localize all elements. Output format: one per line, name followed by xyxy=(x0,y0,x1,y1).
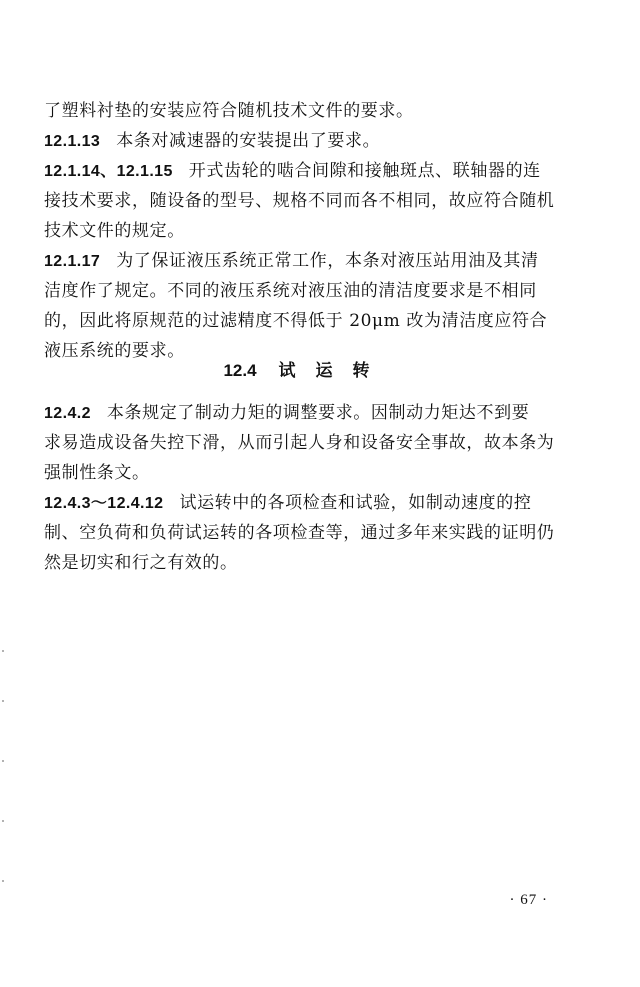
text-line xyxy=(44,276,537,306)
clause-number: 12.4.3～12.4.12 xyxy=(44,495,164,512)
text-line xyxy=(44,458,150,488)
line-text: 开式齿轮的啮合间隙和接触斑点、联轴器的连 xyxy=(188,161,541,181)
section-number: 12.4 xyxy=(223,361,257,380)
line-text: 然是切实和行之有效的。 xyxy=(44,553,238,573)
line-text: 求易造成设备失控下滑，从而引起人身和设备安全事故，故本条为 xyxy=(44,433,555,453)
clause-line xyxy=(44,488,531,518)
clause-line xyxy=(44,246,539,276)
text-line xyxy=(44,306,547,336)
text-line xyxy=(44,216,185,246)
line-text: 液压系统的要求。 xyxy=(44,341,185,361)
clause-number: 12.1.13 xyxy=(44,133,101,150)
line-text: 为了保证液压系统正常工作，本条对液压站用油及其清 xyxy=(116,251,539,271)
line-text: 洁度作了规定。不同的液压系统对液压油的清洁度要求是不相同 xyxy=(44,281,537,301)
line-text: 强制性条文。 xyxy=(44,463,150,483)
line-text: 本条对减速器的安装提出了要求。 xyxy=(116,131,381,151)
line-text: 的，因此将原规范的过滤精度不得低于 20μm 改为清洁度应符合 xyxy=(44,311,548,331)
clause-number: 12.4.2 xyxy=(44,405,91,422)
clause-number: 12.1.14、12.1.15 xyxy=(44,163,173,180)
text-line xyxy=(44,186,554,216)
clause-number: 12.1.17 xyxy=(44,253,101,270)
line-text: 制、空负荷和负荷试运转的各项检查等，通过多年来实践的证明仍 xyxy=(44,523,555,543)
clause-line xyxy=(44,398,529,428)
text-line xyxy=(44,518,554,548)
text-line xyxy=(44,96,414,126)
scan-margin-marks xyxy=(0,630,6,930)
page-number: · 67 · xyxy=(509,892,548,908)
line-text: 了塑料衬垫的安装应符合随机技术文件的要求。 xyxy=(44,101,414,121)
line-text: 本条规定了制动力矩的调整要求。因制动力矩达不到要 xyxy=(106,403,530,423)
clause-line xyxy=(44,156,541,186)
section-heading xyxy=(44,356,569,386)
line-text: 技术文件的规定。 xyxy=(44,221,185,241)
line-text: 接技术要求，随设备的型号、规格不同而各不相同，故应符合随机 xyxy=(44,191,555,211)
text-line xyxy=(44,428,554,458)
section-title: 试运转 xyxy=(278,361,390,381)
clause-line xyxy=(44,126,380,156)
line-text: 试运转中的各项检查和试验，如制动速度的控 xyxy=(179,493,532,513)
text-line xyxy=(44,548,238,578)
